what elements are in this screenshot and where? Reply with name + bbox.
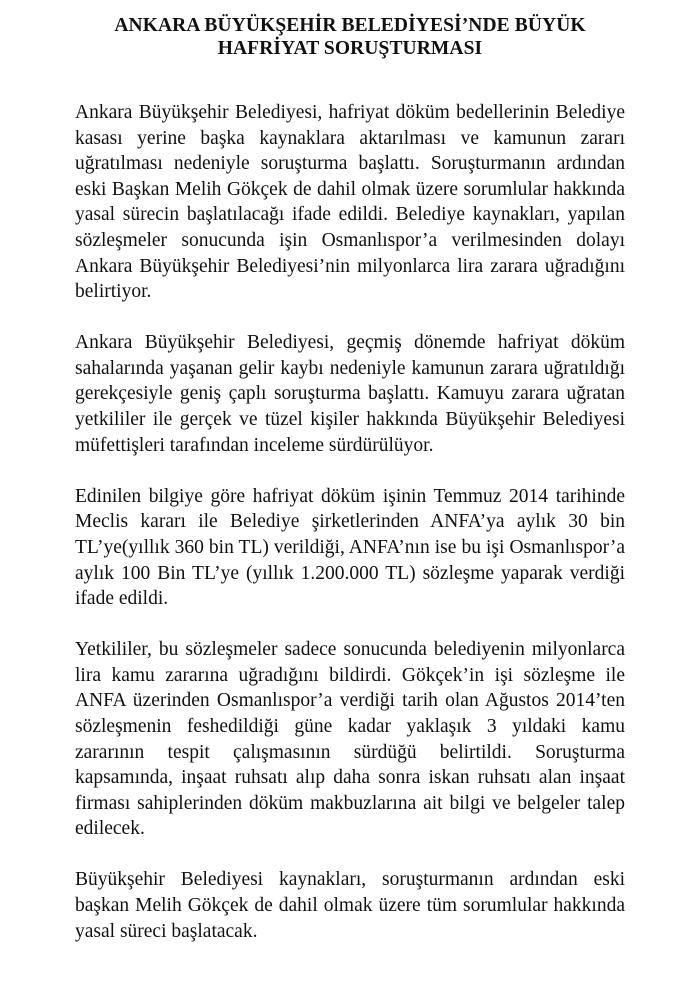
article-paragraph-2: Ankara Büyükşehir Belediyesi, geçmiş dönemde hafriyat döküm sahalarında yaşanan gelir kaybı nedeniyle kamunun zarara uğratıldığı gerekçesiyle geniş çaplı soruşturma başlattı. Kamuyu zarara uğratan yetkililer ile gerçek ve tüzel kişiler hakkında Büyükşehir Belediyesi müfettişleri tarafından inceleme sürdürülüyor. [75,332,625,456]
article-paragraph-4: Yetkililer, bu sözleşmeler sadece sonucunda belediyenin milyonlarca lira kamu zararına uğradığını bildirdi. Gökçek’in işi sözleşme ile ANFA üzerinden Osmanlıspor’a verdiği tarih olan Ağustos 2014’ten sözleşmenin feshedildiği güne kadar yaklaşık 3 yıldaki kamu zararının tespit çalışmasının sürdüğü belirtildi. Soruşturma kapsamında, inşaat ruhsatı alıp daha sonra iskan ruhsatı alan inşaat firması sahiplerinden döküm makbuzlarına ait bilgi ve belgeler talep edilecek. [75,639,625,840]
article-paragraph-1: Ankara Büyükşehir Belediyesi, hafriyat döküm bedellerinin Belediye kasası yerine başka kaynaklara aktarılması ve kamunun zararı uğratılması nedeniyle soruşturma başlattı. Soruşturmanın ardından eski Başkan Melih Gökçek de dahil olmak üzere sorumlular hakkında yasal sürecin başlatılacağı ifade edildi. Belediye kaynakları, yapılan sözleşmeler sonucunda işin Osmanlıspor’a verilmesinden dolayı Ankara Büyükşehir Belediyesi’nin milyonlarca lira zarara uğradığını belirtiyor. [75,102,625,303]
article-paragraph-5: Büyükşehir Belediyesi kaynakları, soruşturmanın ardından eski başkan Melih Gökçek de dahil olmak üzere tüm sorumlular hakkında yasal süreci başlatacak. [75,869,625,942]
article-title-line-2: HAFRİYAT SORUŞTURMASI [217,38,483,59]
article-title [75,14,625,60]
article-body [75,100,625,944]
article-paragraph-3: Edinilen bilgiye göre hafriyat döküm işinin Temmuz 2014 tarihinde Meclis kararı ile Belediye şirketlerinden ANFA’ya aylık 30 bin TL’ye(yıllık 360 bin TL) verildiği, ANFA’nın ise bu işi Osmanlıspor’a aylık 100 Bin TL’ye (yıllık 1.200.000 TL) sözleşme yaparak verdiği ifade edildi. [75,485,625,610]
article-title-line-1: ANKARA BÜYÜKŞEHİR BELEDİYESİ’NDE BÜYÜK [114,15,586,36]
